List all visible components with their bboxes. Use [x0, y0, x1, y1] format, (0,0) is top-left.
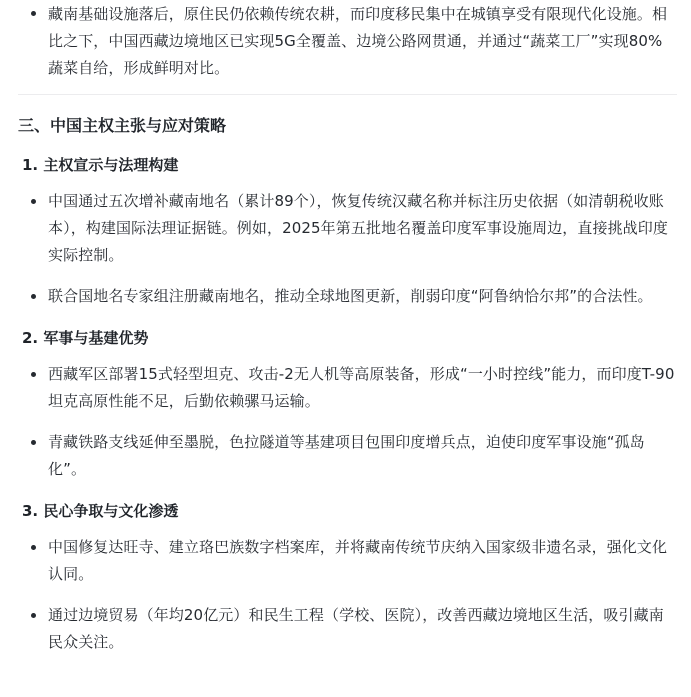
bullet-dot-icon [31, 11, 36, 16]
list-item-text: 藏南基础设施落后，原住民仍依赖传统农耕，而印度移民集中在城镇享受有限现代化设施。相比之下，中国西藏边境地区已实现5G全覆盖、边境公路网贯通，并通过“蔬菜工厂”实现80%蔬菜自给，形成鲜明对比。 [48, 5, 668, 77]
list-item-text: 通过边境贸易（年均20亿元）和民生工程（学校、医院），改善西藏边境地区生活，吸引藏南民众关注。 [48, 606, 664, 651]
list-item [0, 0, 691, 82]
list-item-text: 西藏军区部署15式轻型坦克、攻击-2无人机等高原装备，形成“一小时控线”能力，而印度T-90坦克高原性能不足，后勤依赖骡马运输。 [48, 365, 675, 410]
list-item-text: 中国通过五次增补藏南地名（累计89个），恢复传统汉藏名称并标注历史依据（如清朝税收账本），构建国际法理证据链。例如，2025年第五批地名覆盖印度军事设施周边，直接挑战印度实际控制。 [48, 192, 668, 264]
subsection-list-culture [0, 534, 691, 656]
bullet-dot-icon [31, 294, 36, 299]
bullet-dot-icon [31, 545, 36, 550]
list-item [0, 429, 691, 483]
intro-bullet-list [0, 0, 691, 82]
list-item-text: 青藏铁路支线延伸至墨脱，色拉隧道等基建项目包围印度增兵点，迫使印度军事设施“孤岛化”。 [48, 433, 645, 478]
list-item [0, 534, 691, 588]
bullet-dot-icon [31, 613, 36, 618]
bullet-dot-icon [31, 199, 36, 204]
list-item [0, 361, 691, 415]
list-item [0, 188, 691, 269]
bullet-dot-icon [31, 372, 36, 377]
list-item [0, 283, 691, 310]
subsection-heading-military: 2. 军事与基建优势 [22, 329, 149, 347]
section-heading: 三、中国主权主张与应对策略 [18, 116, 227, 135]
subsection-heading-sovereignty: 1. 主权宣示与法理构建 [22, 156, 179, 174]
section-divider [18, 94, 677, 95]
subsection-list-sovereignty [0, 188, 691, 310]
list-item-text: 联合国地名专家组注册藏南地名，推动全球地图更新，削弱印度“阿鲁纳恰尔邦”的合法性。 [48, 287, 653, 305]
bullet-dot-icon [31, 440, 36, 445]
subsection-list-military [0, 361, 691, 483]
subsection-heading-culture: 3. 民心争取与文化渗透 [22, 502, 179, 520]
list-item-text: 中国修复达旺寺、建立珞巴族数字档案库，并将藏南传统节庆纳入国家级非遗名录，强化文化认同。 [48, 538, 668, 583]
list-item [0, 602, 691, 656]
